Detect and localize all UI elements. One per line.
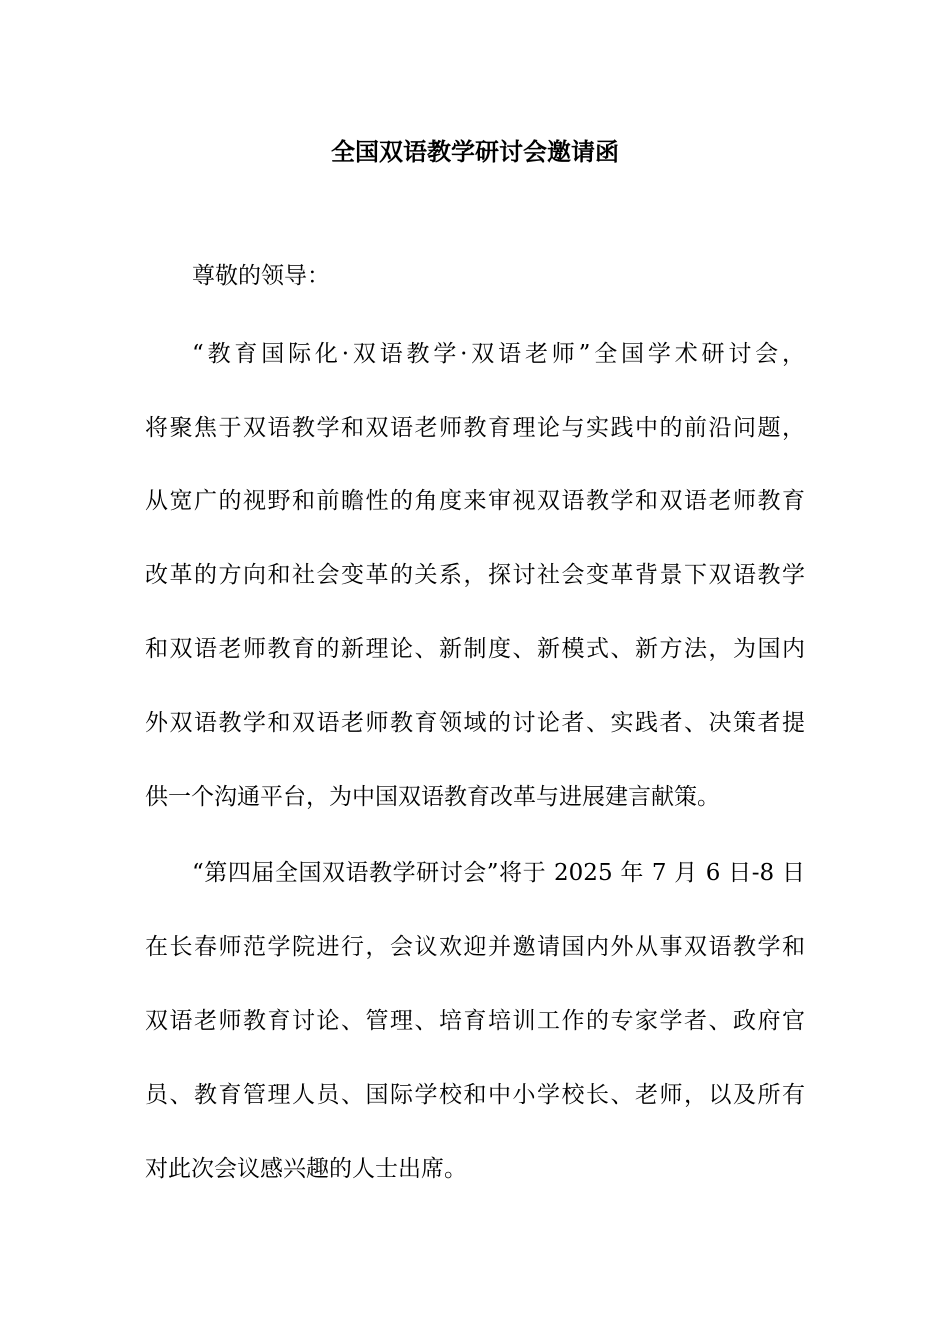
paragraph-2-line-5: 对此次会议感兴趣的人士出席。 bbox=[145, 1156, 467, 1182]
paragraph-1-line-6: 外双语教学和双语老师教育领域的讨论者、实践者、决策者提 bbox=[145, 710, 805, 736]
paragraph-1-line-5: 和双语老师教育的新理论、新制度、新模式、新方法，为国内 bbox=[145, 636, 805, 662]
paragraph-2-line-3: 双语老师教育讨论、管理、培育培训工作的专家学者、政府官 bbox=[145, 1008, 805, 1034]
paragraph-1-line-7: 供一个沟通平台，为中国双语教育改革与进展建言献策。 bbox=[145, 784, 720, 810]
paragraph-2-line-1: “第四届全国双语教学研讨会”将于 2025 年 7 月 6 日-8 日 bbox=[192, 860, 805, 886]
paragraph-1-line-3: 从宽广的视野和前瞻性的角度来审视双语教学和双语老师教育 bbox=[145, 488, 805, 514]
paragraph-1-line-1: “教育国际化·双语教学·双语老师”全国学术研讨会， bbox=[192, 341, 805, 367]
paragraph-1-line-4: 改革的方向和社会变革的关系，探讨社会变革背景下双语教学 bbox=[145, 562, 805, 588]
paragraph-2-line-4: 员、教育管理人员、国际学校和中小学校长、老师，以及所有 bbox=[145, 1082, 805, 1108]
paragraph-1-line-2: 将聚焦于双语教学和双语老师教育理论与实践中的前沿问题， bbox=[145, 415, 805, 441]
salutation: 尊敬的领导： bbox=[192, 263, 330, 289]
paragraph-2-line-2: 在长春师范学院进行，会议欢迎并邀请国内外从事双语教学和 bbox=[145, 934, 805, 960]
document-title: 全国双语教学研讨会邀请函 bbox=[331, 137, 619, 166]
